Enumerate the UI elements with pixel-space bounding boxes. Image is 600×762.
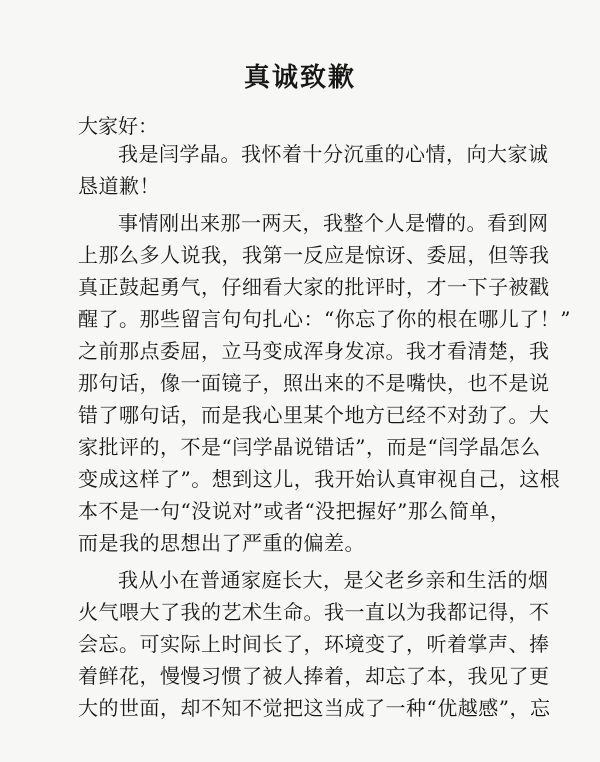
paragraph-line: 着鲜花，慢慢习惯了被人捧着，却忘了本，我见了更 (78, 664, 550, 688)
paragraph-line: 本不是一句“没说对”或者“没把握好”那么简单， (78, 499, 511, 523)
paragraph-line: 我从小在普通家庭长大，是父老乡亲和生活的烟 (118, 568, 549, 592)
paragraph-line: 家批评的，不是“闫学晶说错话”，而是“闫学晶怎么 (78, 435, 541, 459)
paragraph-line: 大的世面，却不知不觉把这当成了一种“优越感”，忘 (78, 696, 551, 720)
greeting: 大家好： (78, 114, 158, 138)
paragraph-line: 醒了。那些留言句句扎心：“你忘了你的根在哪儿了！” (78, 307, 571, 331)
paragraph-line: 会忘。可实际上时间长了，环境变了，听着掌声、捧 (78, 632, 550, 656)
paragraph-line: 错了哪句话，而是我心里某个地方已经不对劲了。大 (78, 403, 550, 427)
paragraph-line: 恳道歉！ (78, 174, 160, 198)
paragraph-line: 变成这样了”。想到这儿，我开始认真审视自己，这根 (78, 467, 561, 491)
document-title: 真诚致歉 (243, 63, 356, 93)
paragraph-line: 事情刚出来那一两天，我整个人是懵的。看到网 (118, 211, 549, 235)
paragraph-line: 上那么多人说我，我第一反应是惊讶、委屈，但等我 (78, 243, 550, 267)
paragraph-line: 火气喂大了我的艺术生命。我一直以为我都记得，不 (78, 600, 550, 624)
paragraph-line: 我是闫学晶。我怀着十分沉重的心情，向大家诚 (118, 142, 549, 166)
paragraph (78, 564, 551, 724)
document-body (78, 138, 571, 729)
paragraph (78, 138, 549, 202)
paragraph-line: 之前那点委屈，立马变成浑身发凉。我才看清楚，我 (78, 339, 550, 363)
paragraph (78, 207, 571, 559)
paragraph-line: 真正鼓起勇气，仔细看大家的批评时，才一下子被戳 (78, 275, 550, 299)
paragraph-line: 那句话，像一面镜子，照出来的不是嘴快，也不是说 (78, 371, 550, 395)
paragraph-line: 而是我的思想出了严重的偏差。 (78, 531, 365, 555)
